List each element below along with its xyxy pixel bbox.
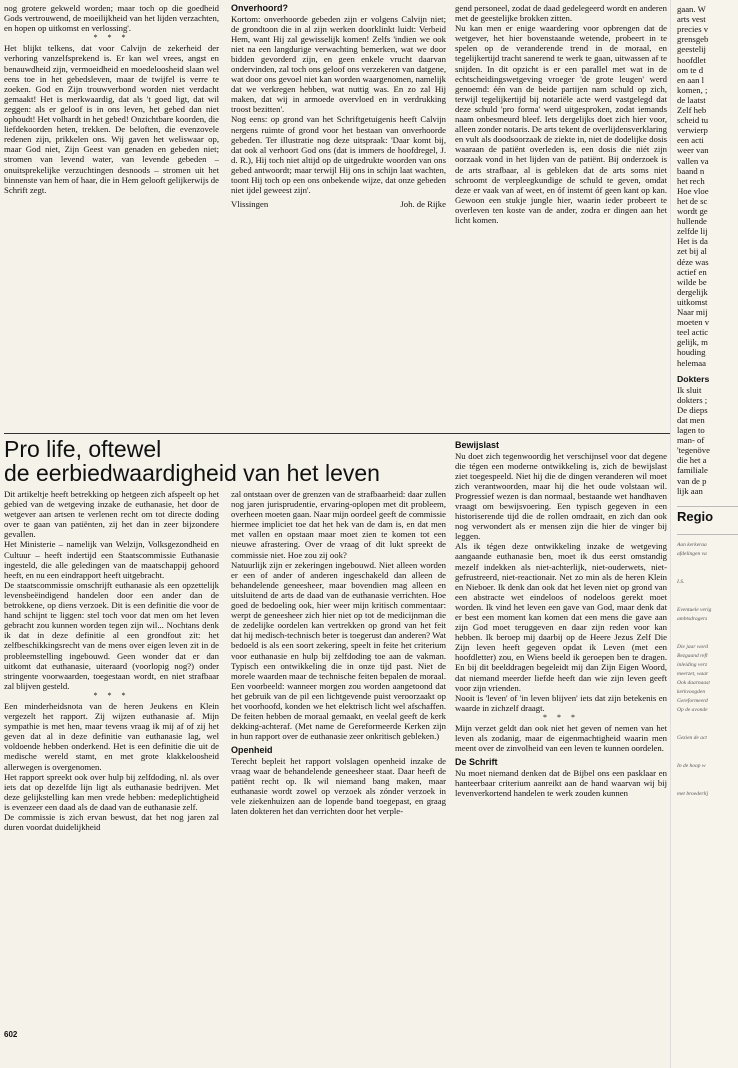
- next-page-text-line: verwierp: [677, 125, 708, 136]
- next-page-text-line: De dieps: [677, 404, 708, 415]
- next-page-region-heading: Regio: [677, 508, 714, 524]
- paragraph: Als ik tégen deze ontwikkeling inzake de wetgeving aangaande euthanasie ben, moet ik dus eerst omstandig mezelf indekken als niet-achterlijk, niet-ouderwets, niet-gefrustreerd, niet-reactionair. Net zo min als de heren Klein en Nieboer. Ik denk dan ook dat het leven niet op grond van een abstracte wet eindeloos of nodeloos gerekt moet worden. Ik vind het leven een gave van God, maar denk dat er best een moment kan komen dat een mens die gave aan zijn God moet teruggeven en daar zijn reden voor kan hebben. Ik beroep mij daarbij op de Heere Jezus Zelf Die Zijn leven heeft gegeven opdat ik Leven (met een hoofdletter) zou, en Wiens beeld ik geroepen ben te dragen. En bij dit beelddragen begeleidt mij dan Zijn Eigen Woord, dat niemand meerder liefde heeft dan wie zijn leven geeft voor zijn vrienden.: [455, 541, 667, 693]
- paragraph: Nooit is 'leven' of 'in leven blijven' iets dat zijn betekenis en waarde in zichzelf draagt.: [455, 692, 667, 713]
- next-page-text-line: lagen to: [677, 425, 705, 435]
- paragraph: De staatscommissie omschrijft euthanasie als een opzettelijk levensbeëindigend handelen door een ander dan de betrokkene, op diens verzoek. Dit is een definitie die voor de hand schijnt te liggen: stel toch voor dat men om het leven gebracht zou kunnen worden tegen zijn wil... Nochtans denk ik dat in deze definitie al een grondfout zit: het zelfbeschikkingsrecht van de mens over eigen leven zit in de probleemstelling ingebouwd. Geen wonder dat er dan uitkomt dat euthanasie, uiteraard (voorlopig nog?) onder stringente voorwaarden, toegestaan wordt, en niet strafbaar zal blijven gesteld.: [4, 579, 219, 691]
- next-page-small-line: kerkvoogden: [677, 688, 706, 695]
- next-page-text-line: Zelf heb: [677, 105, 707, 115]
- top-column-1: [4, 3, 219, 423]
- article-title-line-2: de eerbiedwaardigheid van het leven: [4, 460, 380, 486]
- next-page-small-line: Eventuele verig: [677, 606, 712, 613]
- next-page-small-line: meerzet, waar: [677, 670, 709, 677]
- next-page-text-line: die het a: [677, 455, 707, 466]
- paragraph: Het rapport spreekt ook over hulp bij zelfdoding, nl. als over iets dat op dezelfde lijn ligt als euthanasie bedrijven. Met deze gelijkstelling kan men vrede hebben: medeplichtigheid is evenzeer een daad als de daad van de euthanasie zelf.: [4, 771, 219, 812]
- next-page-small-line: Gereformeerd: [677, 697, 708, 704]
- section-break: * * *: [93, 33, 130, 43]
- next-page-small-line: Die jaar word: [677, 643, 708, 650]
- next-page-small-line: Op de avonde: [677, 706, 708, 713]
- paragraph: Natuurlijk zijn er zekeringen ingebouwd. Niet alleen worden er een of ander of anderen ingeschakeld dan alleen de behandelende geneesheer, maar bovendien mag alleen en uitsluitend de arts de daad van de euthanasie verrichten. Hoe goed de bedoeling ook, hier weer mijn kritisch commentaar: werpt de geneesheer zich hier niet op tot de medicijnman die de zedelijke oordelen kan vertrekken op grond van het feit dat hij medisch-technisch beter is toegerust dan anderen? Wat bedoeld is als een soort zekering, speelt in feite het criterium voor euthanasie en hulp bij zelfdoding toe aan de vakman. Typisch een ontwikkeling die in onze tijd past. Niet de morele waarden maar de technische feiten bepalen de moraal. Een voorbeeld: wanneer morgen zou worden aangetoond dat het gebruik van de pil een lichtgevende puist veroorzaakt op het voorhoofd, konden we het elektrisch licht wel afschaffen. De feiten hebben de moraal gemaakt, en veelal geeft de kerk dekking-achteraf. (Met name de Gereformeerde Kerken zijn in hun rapport over de euthanasie zeer onkritisch gebleken.): [231, 559, 446, 742]
- next-page-text-line: Ik sluit: [677, 384, 702, 395]
- next-page-small-line: Gezien de act: [677, 734, 707, 741]
- section-heading-bewijslast: Bewijslast: [455, 440, 500, 450]
- next-page-rule: [677, 506, 738, 507]
- next-page-text-line: een acti: [677, 135, 704, 146]
- next-page-text-line: weer van: [677, 145, 709, 156]
- next-page-text-line: van de p: [677, 475, 707, 486]
- paragraph: Mijn verzet geldt dan ook niet het geven of nemen van het leven als zodanig, maar de eigenmachtigheid waarin men meent over de zinvolheid van een leven te kunnen oordelen.: [455, 723, 667, 754]
- next-page-text-line: Het is da: [677, 236, 708, 247]
- next-page-small-line: ambtsdragers: [677, 615, 708, 622]
- article-title-line-1: Pro life, oftewel: [4, 436, 162, 462]
- paragraph: Kortom: onverhoorde gebeden zijn er volgens Calvijn niet; de grondtoon die in al zijn werken doorklinkt luidt: Verbeid Hem, want Hij zal gewisselijk komen! Zelfs 'indien we ook niet na een langdurige verwachting bemerken, wat we door bidden gevorderd zijn, en geen enkele vrucht daarvan ondervinden, zal toch ons geloof ons verzekeren van datgene, wat door ons gevoel niet kan worden waargenomen, namelijk dat we verkregen hebben, wat nuttig was. En zo zal Hij maken, dat wij in armoede overvloed en in verdrukking troost bezitten'.: [231, 13, 446, 115]
- next-page-text-line: hullende: [677, 216, 707, 227]
- section-divider: [4, 433, 684, 434]
- next-page-text-line: vallen va: [677, 155, 709, 166]
- next-page-text-line: grensgeb: [677, 34, 709, 45]
- paragraph: Nu doet zich tegenwoordig het verschijnsel voor dat degene die tégen een moderne ontwikkeling is, zich de bewijslast ziet toegespeeld. Niet hij die de dingen veranderen wil moet zich verantwoorden, maar hij die het oude volstaan wil. Progressief wezen is dan normaal, bestaande wet handhaven vraagt om bewijsvoering. Een typisch gegeven in een historiserende tijd die de rollen omdraait, en zich dan ook nog verwondert als er mensen zijn die hier de vinger bij leggen.: [455, 450, 667, 542]
- next-page-text-line: moeten v: [677, 317, 710, 328]
- next-page-text-line: gaan. W: [677, 4, 706, 14]
- paragraph: Nu moet niemand denken dat de Bijbel ons een pasklaar en hanteerbaar criterium aanreikt aan de hand waarvan wij bij levenverkortend handelen te werk zouden kunnen: [455, 767, 667, 798]
- next-page-text-line: houding: [677, 347, 706, 358]
- paragraph: Nu kan men er enige waardering voor opbrengen dat de wetgever, het hier bovenstaande wetende, probeert in te spelen op de veranderende trend in de moraal, en tegelijkertijd tracht sanerend te werk te gaan, uitwassen af te snijden. In dit opzicht is er een parallel met wat in de echtscheidingswetgeving vroeger 'de grote leugen' werd genoemd: één van de beide partijen nam schuld op zich, terwijl tegelijkertijd bij notariële acte werd vastgelegd dat deze schuld 'pro forma' werd uitgesproken, zodat iemands naam onbesmeurd bleef. Iets dergelijks doet zich hier voor, alleen zonder notaris. De arts tekent de overlijdensverklaring en vult als doodsoorzaak de ziekte in, niet de dodelijke dosis waaraan de patiënt overleden is, een dosis die niét zijn oorzaak vond in het lijden van de patiënt. Bij onderzoek is de arts strafbaar, al is gebleken dat de arts soms niet schroomt de verpleegkundige de schuld te geven, omdat deze er vaak van af weet, en óf instemt óf geen kant op kan. Gewoon een stukje jungle hier, waarin ieder probeert te overleven ten koste van de ander, zodra er dingen aan het licht komen.: [455, 23, 667, 225]
- next-page-heading: Dokters: [677, 373, 710, 384]
- paragraph: Een minderheidsnota van de heren Jeukens en Klein vergezelt het rapport. Zij wijzen euthanasie af. Mijn sympathie is met hen, maar tevens vraag ik mij af of zij het geven dat al in deze definitie van euthanasie lag, wel voldoende hebben onderkend. Het is een definitie die uit de medische wereld stamt, en met grote klakkeloosheid allerwegen is overgenomen.: [4, 700, 219, 772]
- article-column-1: [4, 489, 219, 1029]
- section-heading-openheid: Openheid: [231, 745, 273, 756]
- paragraph: Het Ministerie – namelijk van Welzijn, Volksgezondheid en Cultuur – heeft indertijd een Staatscommissie Euthanasie ingesteld, die alle geledingen van de maatschappij gehoord heeft, en nu een eindrapport heeft uitgebracht.: [4, 539, 219, 580]
- paragraph: Dit artikeltje heeft betrekking op hetgeen zich afspeelt op het gebied van de wetgeving inzake de euthanasie, het door de wetgever aan artsen te verlenen recht om tot directe doding over te gaan van patiënten, zij het dan in zeer bijzondere gevallen.: [4, 489, 219, 540]
- next-page-fragment: [670, 0, 738, 1068]
- next-page-text-line: komen, ;: [677, 84, 708, 95]
- next-page-text-line: en aan l: [677, 74, 705, 85]
- signature-author: Joh. de Rijke: [400, 199, 446, 210]
- paragraph: Terecht bepleit het rapport volslagen openheid inzake de vraag waar de behandelende geneesheer staat. Daar heeft de patiënt recht op. Ik wil niemand bang maken, maar euthanasie wordt zowel op verzoek als zónder verzoek in vele ziekenhuizen aan de lopende band toegepast, en graag laten dokteren het dan verrichten door het verple-: [231, 755, 446, 817]
- next-page-text-line: familiale: [677, 465, 708, 476]
- next-page-small-line: afdelingen va: [677, 550, 707, 557]
- next-page-text-line: déze was: [677, 256, 709, 267]
- next-page-text-line: het rech: [677, 175, 705, 186]
- next-page-text-line: dokters ;: [677, 394, 708, 405]
- next-page-text-line: hoofdlet: [677, 54, 706, 65]
- article-column-3: [455, 440, 667, 1040]
- next-page-small-line: Bezgaand refl: [677, 652, 708, 659]
- section-break: * * *: [93, 690, 130, 700]
- next-page-small-line: met broederlij: [677, 790, 709, 797]
- paragraph: nog grotere gekweld worden; maar toch op die goedheid Gods vertrouwend, de moeilijkheid van het lijden verzachten, en hopen op uitkomst en verlossing'.: [4, 3, 219, 34]
- signature-place: Vlissingen: [231, 199, 269, 210]
- next-page-text-line: wilde be: [677, 276, 707, 287]
- paragraph: Nog eens: op grond van het Schriftgetuigenis heeft Calvijn nergens ruimte of grond voor het bestaan van onverhoorde gebeden. Ter illustratie nog deze uitspraak: 'Daar komt bij, dat ook al verhoort God ons (dat is immers de hoofdregel, J. d. R.), Hij toch niet altijd op de uitgedrukte woorden van ons gebed antwoordt; maar terwijl Hij ons in schijn laat wachten, toont Hij toch op een ons onbekende wijze, dat onze gebeden niet ijdel geweest zijn'.: [231, 114, 446, 196]
- next-page-text-line: dergelijk: [677, 286, 708, 297]
- next-page-text-line: helemaa: [677, 357, 706, 368]
- next-page-text-line: teel actic: [677, 327, 709, 338]
- next-page-text-line: zet bij al: [677, 246, 707, 257]
- next-page-text-line: geestelij: [677, 44, 706, 55]
- paragraph: Het blijkt telkens, dat voor Calvijn de zekerheid der verhoring vanzelfsprekend is. Er kan wel vrees, angst en benauwdheid zijn, vermoeidheid en moedeloosheid slaan wel eens toe in het gebedsleven, maar de twijfel is verre te zoeken. God en Zijn trouwverbond worden niet verdacht gemaakt! Het is merkwaardig, dat als 't goed ligt, dat wil zeggen: als er geloof is in ons leven, het gebed dan niet ophoudt! Het volhardt in het gebed! Onzichtbare koorden, die liefdekoorden heten, trekken. De beloften, die evenzovele redenen zijn, prikkelen ons. Wij gaven het weliswaar op, maar God niet, Zijn Geest van genaden en gebeden niet; stromen van levend water, van levende gebeden – onuitsprekelijke verzuchtingen desnoods – stromen uit het binnenste van hem of haar, die in Hem gelooft gelijkerwijs de Schrift zegt.: [4, 43, 219, 195]
- top-column-3: [455, 3, 667, 433]
- paragraph: zal ontstaan over de grenzen van de strafbaarheid: daar zullen nog jaren jurisprudentie, ervaring-oplopen met dit probleem, overheen moeten gaan. Naar mijn oordeel geeft de commissie hiermee impliciet toe dat het hek van de dam is, en dat men met vallen en opstaan maar moet zien te komen tot een nieuwe afrastering. Over de vraag of dit lukt spreekt de commissie niet. Hoe zou zij ook?: [231, 489, 446, 560]
- article-column-2: [231, 489, 446, 1039]
- next-page-text-line: Hoe vloe: [677, 185, 709, 196]
- next-page-text-line: de laatst: [677, 94, 706, 105]
- next-page-text-line: zelfde lij: [677, 226, 708, 237]
- next-page-text-line: om te d: [677, 64, 704, 75]
- next-page-text-line: lijk aan: [677, 485, 703, 496]
- next-page-small-line: Aan kerkeraa: [677, 541, 707, 548]
- next-page-text-line: dat men: [677, 414, 705, 425]
- next-page-small-line: I.S.: [677, 578, 685, 585]
- page-number: 602: [4, 1030, 18, 1039]
- next-page-text-line: baand n: [677, 165, 705, 176]
- next-page-text-line: arts vest: [677, 14, 706, 25]
- next-page-small-line: inleiding verz: [677, 661, 708, 668]
- next-page-rule: [677, 534, 738, 535]
- next-page-text-line: uitkomst: [677, 296, 708, 307]
- signature: [231, 199, 446, 209]
- top-column-2: [231, 3, 446, 423]
- section-heading-de-schrift: De Schrift: [455, 757, 498, 768]
- paragraph: gend personeel, zodat de daad gedelegeerd wordt en anderen met de geestelijke brokken zitten.: [455, 3, 667, 24]
- next-page-text-line: precies v: [677, 24, 709, 35]
- next-page-text-line: het de sc: [677, 195, 708, 206]
- next-page-text-line: man- of: [677, 435, 705, 446]
- next-page-text-line: scheid tu: [677, 115, 709, 126]
- section-break: * * *: [543, 712, 579, 722]
- next-page-text-line: gelijk, m: [677, 337, 708, 348]
- next-page-text-line: Naar mij: [677, 307, 708, 317]
- section-heading-onverhoord: Onverhoord?: [231, 3, 289, 13]
- next-page-small-line: Ook daarnaast: [677, 679, 710, 686]
- paragraph: De commissie is zich ervan bewust, dat het nog jaren zal duren voordat duidelijkheid: [4, 812, 219, 833]
- next-page-text-line: actief en: [677, 266, 707, 277]
- next-page-text-line: 'tegenöve: [677, 445, 710, 456]
- next-page-text-line: wordt ge: [677, 206, 708, 216]
- next-page-small-line: In de hoop w: [677, 762, 706, 769]
